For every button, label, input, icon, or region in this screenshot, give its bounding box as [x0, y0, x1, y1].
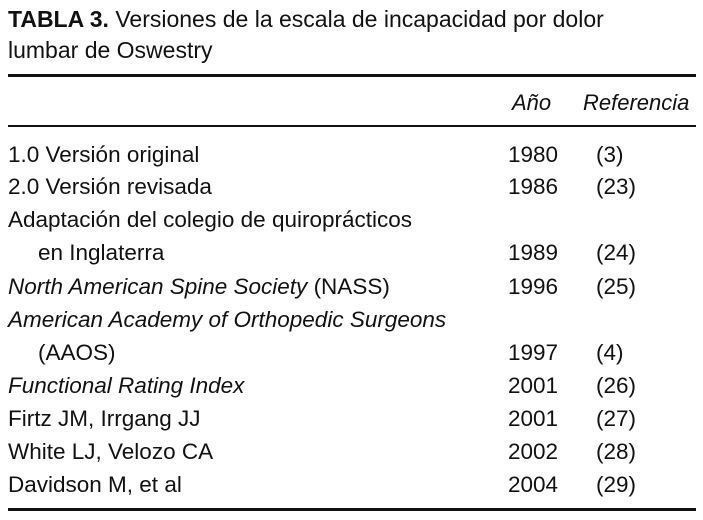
row-year: 1980 [508, 142, 559, 167]
row-name: 1.0 Versión original [8, 142, 200, 167]
header-rule [8, 125, 696, 127]
row-year: 2002 [508, 439, 559, 464]
table-row [0, 237, 703, 270]
table-row [0, 171, 703, 204]
row-reference: (23) [596, 174, 637, 199]
row-name-italic: North American Spine Society [8, 274, 308, 299]
row-reference: (24) [596, 240, 637, 265]
header-year: Año [512, 90, 552, 115]
row-reference: (26) [596, 373, 637, 398]
table-row [0, 139, 703, 172]
row-reference: (28) [596, 439, 637, 464]
table-label: TABLA 3. [8, 6, 109, 32]
header-reference: Referencia [583, 90, 690, 115]
table-title-line1: Versiones de la escala de incapacidad por dolor [115, 6, 604, 32]
row-reference: (29) [596, 472, 637, 497]
row-name: 2.0 Versión revisada [8, 174, 212, 199]
row-year: 2001 [508, 373, 559, 398]
table-row-continuation [0, 304, 703, 337]
table-row [0, 337, 703, 370]
table-title-line2: lumbar de Oswestry [8, 37, 213, 63]
row-year: 2004 [508, 472, 559, 497]
row-name-line1: Adaptación del colegio de quiroprácticos [8, 207, 413, 232]
row-reference: (25) [596, 274, 637, 299]
row-year: 1986 [508, 174, 559, 199]
row-name: Davidson M, et al [8, 472, 182, 497]
row-year: 1996 [508, 274, 559, 299]
row-name-line2: (AAOS) [38, 340, 116, 365]
table-row [0, 436, 703, 469]
table-row [0, 469, 703, 502]
row-year: 2001 [508, 406, 559, 431]
row-name: White LJ, Velozo CA [8, 439, 214, 464]
table-row [0, 271, 703, 304]
row-name-rest: (NASS) [307, 274, 390, 299]
row-reference: (3) [596, 142, 624, 167]
row-name: Firtz JM, Irrgang JJ [8, 406, 201, 431]
row-reference: (27) [596, 406, 637, 431]
row-name-line2: en Inglaterra [38, 240, 165, 265]
table-row-continuation [0, 204, 703, 237]
row-year: 1989 [508, 240, 559, 265]
row-name-line1: American Academy of Orthopedic Surgeons [8, 307, 447, 332]
row-reference: (4) [596, 340, 624, 365]
row-year: 1997 [508, 340, 559, 365]
table-row [0, 370, 703, 403]
bottom-rule [8, 508, 696, 511]
top-rule [8, 74, 696, 77]
row-name: Functional Rating Index [8, 373, 245, 398]
table-row [0, 403, 703, 436]
row-name [8, 271, 390, 303]
table-caption [8, 4, 698, 66]
